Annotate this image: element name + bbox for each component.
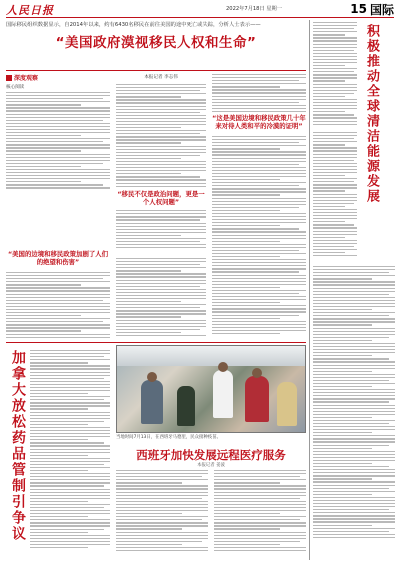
issue-date: 2022年7月18日 星期一: [226, 6, 282, 12]
section-name: 国际: [369, 2, 394, 17]
photo-caption: 当地时间7月13日，在西班牙马德里，民众接种疫苗。: [116, 435, 221, 440]
lead-body-text-col1b: [116, 258, 206, 340]
lead-intro: 国际移民组织数据显示，自2014年以来，约有6430名移民在前往美国的途中死亡或失踪，分析人士表示——: [6, 22, 261, 28]
photo-head: [147, 372, 157, 382]
lead-body-text-col3: [212, 136, 306, 340]
masthead-logo: 人民日报: [6, 4, 54, 17]
photo-person: [141, 380, 163, 424]
spain-byline: 本报记者 姜波: [197, 463, 225, 468]
photo-person: [177, 386, 195, 426]
side-body-text-bottom: [313, 266, 395, 550]
photo-health-worker: [213, 370, 233, 418]
lead-byline: 本报记者 李志伟: [144, 75, 178, 80]
spain-headline: 西班牙加快发展远程医疗服务: [136, 448, 286, 462]
side-body-text-top: [313, 22, 357, 130]
side-headline: 积极推动全球清洁能源发展: [364, 24, 379, 204]
side-body-text-mid: [313, 132, 357, 262]
column-subhead: “美国的边境和移民政策加剧了人们的绝望和伤害”: [7, 250, 109, 266]
photo-person-receiving-vaccine: [245, 376, 269, 422]
spain-body-text-col1: [116, 470, 208, 556]
page-number-block: [332, 1, 394, 17]
column-kicker-label: 深度观察: [14, 75, 39, 82]
column-body-text-2: [6, 272, 110, 340]
canada-headline: 加拿大放松药品管制引争议: [10, 350, 26, 542]
lead-headline: “美国政府漠视移民人权和生命”: [55, 35, 257, 51]
photo-person: [277, 382, 297, 426]
photo-head: [252, 368, 262, 378]
spain-body-text-col2: [214, 470, 306, 556]
kicker-square-icon: [6, 75, 12, 81]
photo-tent-canopy: [117, 346, 306, 366]
column-body-text: [6, 92, 110, 192]
lead-pull-quote-1: “移民不仅是政治问题，更是一个人权问题”: [117, 190, 205, 206]
lead-pull-quote-2: “这是美国边境和移民政策几十年来对待人类和平的冷漠的证明”: [212, 114, 306, 130]
column-byline: 核心阅读: [6, 85, 25, 90]
vaccination-photo: [116, 345, 306, 433]
column-kicker: [6, 73, 70, 82]
lead-body-text-col2: [212, 74, 306, 114]
photo-head: [218, 362, 228, 372]
lead-body-text-col1: [116, 84, 206, 252]
page-number: 15: [350, 2, 367, 16]
canada-body-text-col1: [30, 350, 110, 556]
